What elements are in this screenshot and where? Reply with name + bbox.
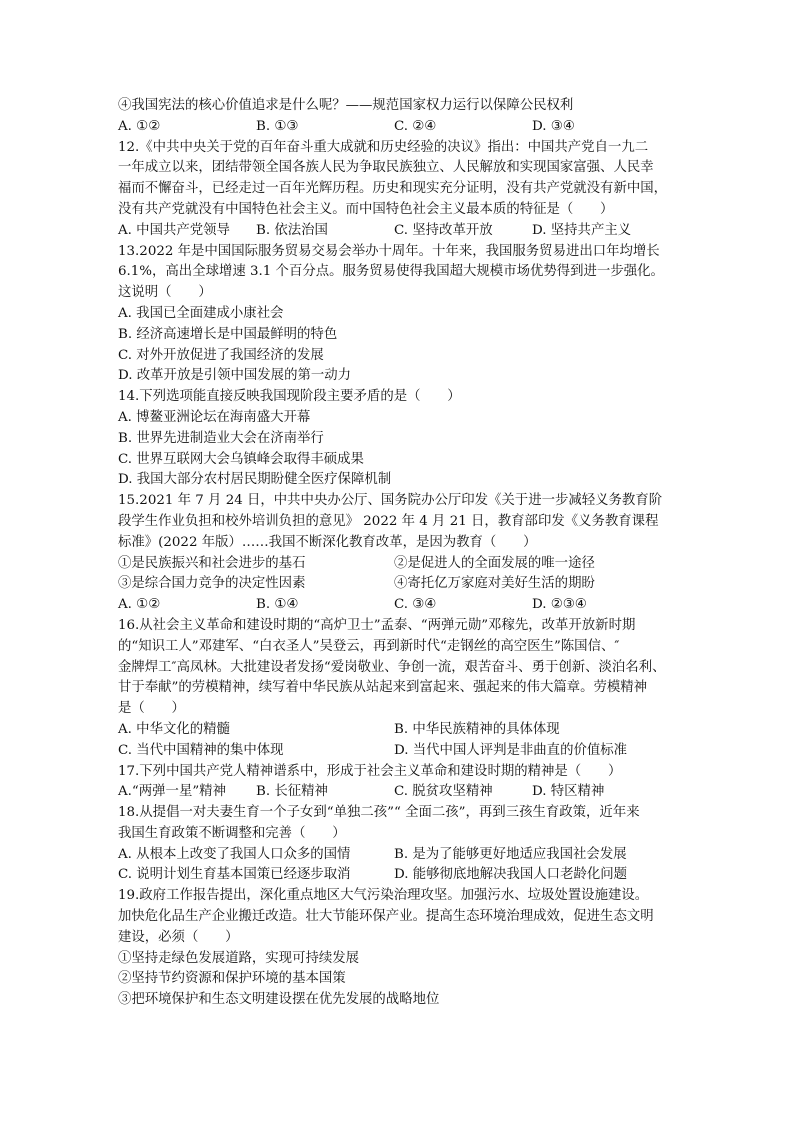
q15-options [118, 595, 686, 616]
q15-option-b[interactable]: B. ①④ [256, 597, 299, 613]
q12-stem-line: 福而不懈奋斗，已经走过一百年光辉历程。历史和现实充分证明，没有共产党就没有新中国， [118, 181, 668, 197]
q19-statement-2: ②坚持节约资源和保护环境的基本国策 [118, 971, 346, 987]
q12-stem-line: 没有共产党就没有中国特色社会主义。而中国特色社会主义最本质的特征是（ ） [118, 201, 614, 217]
q14-option-d[interactable]: D. 我国大部分农村居民期盼健全医疗保障机制 [118, 472, 392, 488]
q12-option-a[interactable]: A. 中国共产党领导 [118, 222, 230, 238]
q13-stem-line: 6.1%，高出全球增速 3.1 个百分点。服务贸易使得我国超大规模市场优势得到进一步强化。 [118, 264, 664, 280]
q17-stem: 17.下列中国共产党人精神谱系中，形成于社会主义革命和建设时期的精神是（ ） [118, 763, 622, 779]
q16-stem [118, 616, 686, 720]
q13-option-b[interactable]: B. 经济高速增长是中国最鲜明的特色 [118, 326, 338, 342]
q11-option-c[interactable]: C. ②④ [394, 118, 437, 134]
q11-options [118, 117, 686, 138]
q19-stem-line: 加快危化品生产企业搬迁改造。壮大节能环保产业。提高生态环境治理成效，促进生态文明 [118, 909, 654, 925]
q15-statement-2: ②是促进人的全面发展的唯一途径 [394, 555, 595, 571]
q18-option-b[interactable]: B. 是为了能够更好地适应我国社会发展 [394, 846, 627, 862]
q12-stem-line: 12.《中共中央关于党的百年奋斗重大成就和历史经验的决议》指出：中国共产党自一九二 [118, 139, 649, 155]
q19-statement-3: ③把环境保护和生态文明建设摆在优先发展的战略地位 [118, 992, 440, 1008]
q18-stem-line: 我国生育政策不断调整和完善（ ） [118, 825, 346, 841]
q18-option-c[interactable]: C. 说明计划生育基本国策已经逐步取消 [118, 867, 351, 883]
q13-stem-line: 这说明（ ） [118, 285, 212, 301]
q13-option-c[interactable]: C. 对外开放促进了我国经济的发展 [118, 347, 324, 363]
q14-stem: 14.下列选项能直接反映我国现阶段主要矛盾的是（ ） [118, 389, 461, 405]
q16-stem-line: 的“知识工人”邓建军、“白衣圣人”吴登云，再到新时代“走钢丝的高空医生”陈国信、″ [118, 638, 620, 654]
q18-stem-line: 18.从提倡一对夫妻生育一个子女到“单独二孩”“ 全面二孩”，再到三孩生育政策，近年来 [118, 805, 640, 821]
q14-option-a[interactable]: A. 博鳌亚洲论坛在海南盛大开幕 [118, 409, 311, 425]
q19-stem-line: 19.政府工作报告提出，深化重点地区大气污染治理攻坚。加强污水、垃圾处置设施建设。 [118, 888, 649, 904]
q14-option-c[interactable]: C. 世界互联网大会乌镇峰会取得丰硕成果 [118, 451, 364, 467]
q14-option-b[interactable]: B. 世界先进制造业大会在济南举行 [118, 430, 324, 446]
q16-options-row [118, 720, 686, 741]
q15-statement-4: ④寄托亿万家庭对美好生活的期盼 [394, 576, 595, 592]
q12-stem [118, 138, 686, 221]
q17-option-a[interactable]: A.“两弹一星”精神 [118, 784, 226, 800]
q18-stem [118, 803, 686, 845]
q11-option-a[interactable]: A. ①② [118, 118, 161, 134]
q15-option-a[interactable]: A. ①② [118, 597, 161, 613]
q11-option-b[interactable]: B. ①③ [256, 118, 299, 134]
q13-option-d[interactable]: D. 改革开放是引领中国发展的第一动力 [118, 368, 352, 384]
q15-statement-1: ①是民族振兴和社会进步的基石 [118, 555, 306, 571]
q19-statement-1: ①坚持走绿色发展道路，实现可持续发展 [118, 950, 360, 966]
q15-statements-row [118, 554, 686, 575]
q13-stem [118, 242, 686, 304]
q12-option-c[interactable]: C. 坚持改革开放 [394, 222, 493, 238]
q16-stem-line: 是（ ） [118, 701, 185, 717]
q18-option-a[interactable]: A. 从根本上改变了我国人口众多的国情 [118, 846, 351, 862]
q19-stem-line: 建设，必须（ ） [118, 929, 239, 945]
q17-option-d[interactable]: D. 特区精神 [532, 784, 605, 800]
q16-option-c[interactable]: C. 当代中国精神的集中体现 [118, 742, 284, 758]
q15-stem-line: 标准》(2022 年版）……我国不断深化教育改革，是因为教育（ ） [118, 534, 537, 550]
q12-options [118, 221, 686, 242]
q18-options-row [118, 845, 686, 866]
q12-stem-line: 一年成立以来，团结带领全国各族人民为争取民族独立、人民解放和实现国家富强、人民幸 [118, 160, 654, 176]
q15-option-d[interactable]: D. ②③④ [532, 597, 587, 613]
q17-options [118, 782, 686, 803]
exam-page [118, 96, 686, 1011]
q19-stem [118, 886, 686, 948]
q17-option-b[interactable]: B. 长征精神 [256, 784, 328, 800]
q16-option-a[interactable]: A. 中华文化的精髓 [118, 721, 230, 737]
q12-option-d[interactable]: D. 坚持共产主义 [532, 222, 632, 238]
q13-option-a[interactable]: A. 我国已全面建成小康社会 [118, 305, 284, 321]
q16-stem-line: 甘于奉献”的劳模精神，续写着中华民族从站起来到富起来、强起来的伟大篇章。劳模精神 [118, 680, 648, 696]
q15-statements-row [118, 574, 686, 595]
q15-option-c[interactable]: C. ③④ [394, 597, 437, 613]
q16-option-b[interactable]: B. 中华民族精神的具体体现 [394, 721, 560, 737]
q13-stem-line: 13.2022 年是中国国际服务贸易交易会举办十周年。十年来，我国服务贸易进出口年均增长 [118, 243, 660, 259]
q16-stem-line: 16.从社会主义革命和建设时期的“高炉卫士”孟泰、“两弹元勋”邓稼先，改革开放新时期 [118, 617, 636, 633]
q16-stem-line: 金牌焊工″高凤林。大批建设者发扬“爱岗敬业、争创一流，艰苦奋斗、勇于创新、淡泊名利、 [118, 659, 666, 675]
q18-options-row [118, 865, 686, 886]
q18-option-d[interactable]: D. 能够彻底地解决我国人口老龄化问题 [394, 867, 628, 883]
q15-stem [118, 491, 686, 553]
q12-option-b[interactable]: B. 依法治国 [256, 222, 328, 238]
q11-option-d[interactable]: D. ③④ [532, 118, 575, 134]
q15-stem-line: 段学生作业负担和校外培训负担的意见》 2022 年 4 月 21 日，教育部印发《义务教育课程 [118, 513, 659, 529]
q11-statement-4: ④我国宪法的核心价值追求是什么呢？——规范国家权力运行以保障公民权利 [118, 98, 574, 113]
q15-stem-line: 15.2021 年 7 月 24 日，中共中央办公厅、国务院办公厅印发《关于进一步减轻义务教育阶 [118, 493, 663, 509]
q16-options-row [118, 741, 686, 762]
q17-option-c[interactable]: C. 脱贫攻坚精神 [394, 784, 493, 800]
q16-option-d[interactable]: D. 当代中国人评判是非曲直的价值标准 [394, 742, 628, 758]
q15-statement-3: ③是综合国力竞争的决定性因素 [118, 576, 306, 592]
